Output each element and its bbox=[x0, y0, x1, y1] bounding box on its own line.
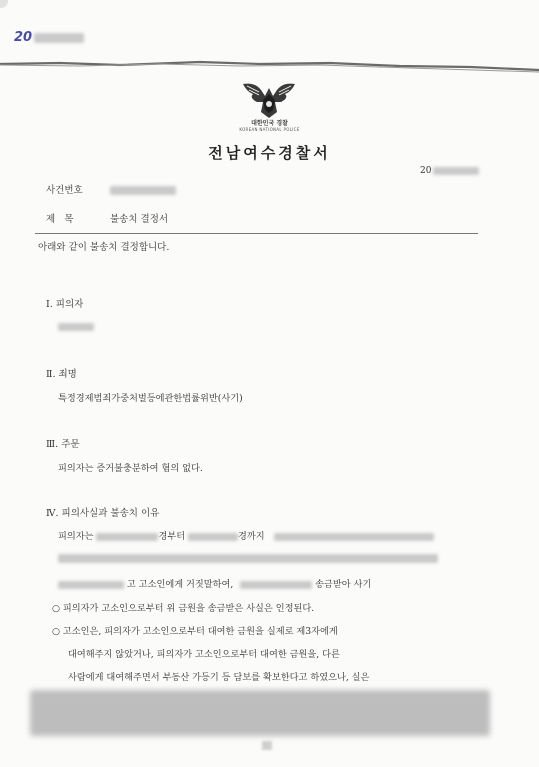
case-number-row bbox=[46, 182, 176, 196]
bullet-2-line-1: ○ 고소인은, 피의자가 고소인으로부터 대여한 금원을 실제로 제3자에게 bbox=[52, 626, 338, 637]
redacted-page-number bbox=[262, 741, 272, 750]
section-4-line-1 bbox=[58, 528, 434, 542]
subject-value: 불송치 결정서 bbox=[110, 214, 169, 225]
redacted-claim bbox=[58, 581, 124, 589]
redacted-date-range-start bbox=[96, 533, 158, 541]
section-3-body: 피의자는 증거불충분하여 혐의 없다. bbox=[58, 463, 203, 474]
office-title: 전남여수경찰서 bbox=[208, 144, 331, 162]
s4-line1-part-b: 경부터 bbox=[158, 531, 186, 542]
redacted-remainder bbox=[30, 690, 490, 736]
s4-line1-part-c: 경까지 bbox=[238, 531, 265, 542]
emblem-caption-ko: 대한민국 경찰 bbox=[251, 120, 288, 127]
s4-line3-part-b: 송금받아 사기 bbox=[315, 579, 372, 590]
section-1-title: Ⅰ. 피의자 bbox=[46, 299, 84, 310]
redacted-amount bbox=[240, 581, 312, 589]
redacted-suspect-name bbox=[58, 323, 94, 331]
bullet-2-line-3: 사람에게 대여해주면서 부동산 가등기 등 담보를 확보한다고 하였으나, 실은 bbox=[68, 672, 370, 683]
case-number-label: 사건번호 bbox=[46, 185, 83, 196]
section-4-line-2 bbox=[58, 553, 438, 564]
redacted-location bbox=[274, 533, 434, 541]
redacted-stamp bbox=[34, 33, 84, 43]
date-prefix: 20 bbox=[420, 166, 432, 176]
emblem-caption-en: KOREAN NATIONAL POLICE bbox=[239, 127, 300, 132]
subject-row bbox=[46, 211, 168, 225]
s4-line1-part-a: 피의자는 bbox=[58, 531, 94, 542]
document-date bbox=[420, 166, 479, 176]
redacted-details bbox=[58, 554, 438, 563]
intro-text: 아래와 같이 불송치 결정합니다. bbox=[38, 242, 170, 253]
scan-corner-mark bbox=[0, 0, 8, 8]
section-4-title: Ⅳ. 피의사실과 불송치 이유 bbox=[46, 508, 160, 519]
header-divider bbox=[35, 233, 478, 234]
fax-stamp-prefix: 20 bbox=[14, 30, 33, 45]
subject-label: 제 목 bbox=[46, 214, 74, 225]
police-emblem-icon bbox=[241, 78, 297, 120]
redacted-case-number bbox=[110, 186, 176, 195]
redacted-date bbox=[433, 167, 479, 175]
section-3-title: Ⅲ. 주문 bbox=[46, 439, 80, 450]
section-4-line-3 bbox=[58, 576, 371, 590]
section-2-title: Ⅱ. 죄명 bbox=[46, 369, 77, 380]
section-2-body: 특정경제범죄가중처벌등에관한법률위반(사기) bbox=[58, 393, 243, 404]
s4-line3-part-a: 고 고소인에게 거짓말하여, bbox=[126, 579, 234, 590]
redacted-date-range-end bbox=[188, 533, 238, 541]
bullet-1: ○ 피의자가 고소인으로부터 위 금원을 송금받은 사실은 인정된다. bbox=[52, 603, 315, 614]
fax-stamp bbox=[14, 30, 84, 45]
bullet-2-line-2: 대여해주지 않았거나, 피의자가 고소인으로부터 대여한 금원을, 다른 bbox=[68, 649, 340, 660]
